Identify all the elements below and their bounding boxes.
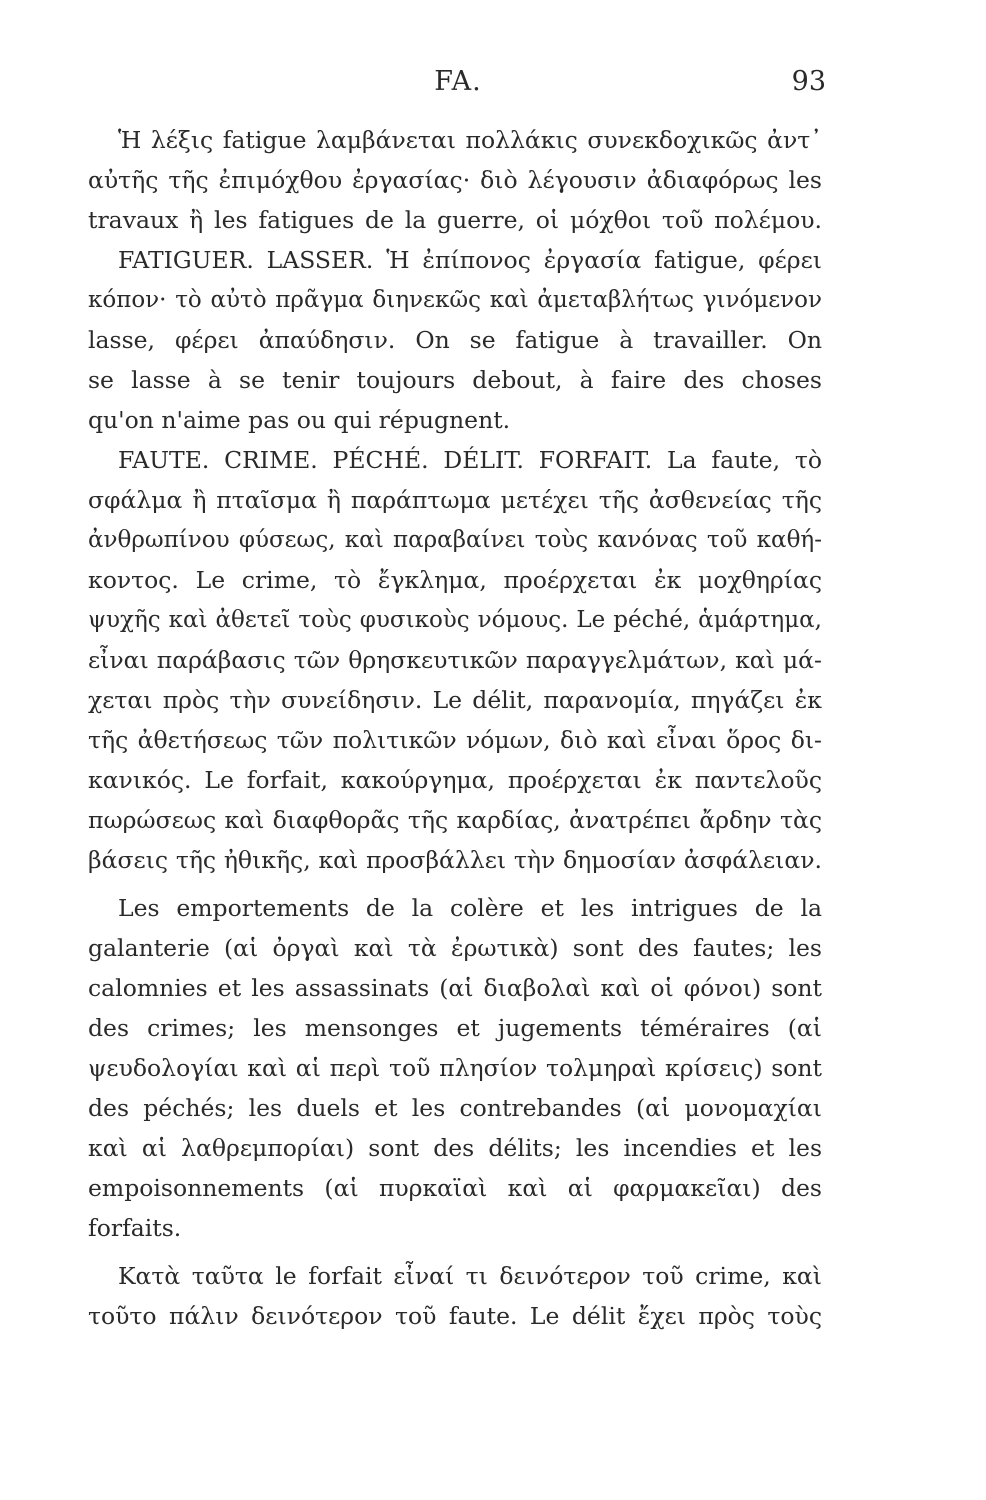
text-line: κοντος. Le crime, τὸ ἔγκλημα, προέρχεται ἐκ μοχθηρίας [88,566,822,594]
text-line: ψευδολογίαι καὶ αἱ περὶ τοῦ πλησίον τολμηραὶ κρίσεις) sont [88,1054,822,1082]
text-line: Ἡ λέξις fatigue λαμβάνεται πολλάκις συνεκδοχικῶς ἀντ᾽ [118,126,822,154]
text-line: des crimes; les mensonges et jugements téméraires (αἱ [88,1014,822,1042]
text-line: FATIGUER. LASSER. Ἡ ἐπίπονος ἐργασία fatigue, φέρει [118,246,822,274]
text-line: Les emportements de la colère et les intrigues de la [118,894,822,922]
text-line: FAUTE. CRIME. PÉCHÉ. DÉLIT. FORFAIT. La faute, τὸ [118,446,822,474]
text-line: ἀνθρωπίνου φύσεως, καὶ παραβαίνει τοὺς κανόνας τοῦ καθή- [88,527,822,553]
body-text [88,120,822,1336]
text-line: ψυχῆς καὶ ἀθετεῖ τοὺς φυσικοὺς νόμους. Le péché, ἁμάρτημα, [88,607,822,633]
page-number: 93 [791,66,826,97]
text-line: σφάλμα ἢ πταῖσμα ἢ παράπτωμα μετέχει τῆς ἀσθενείας τῆς [88,486,822,514]
text-line: βάσεις τῆς ἠθικῆς, καὶ προσβάλλει τὴν δημοσίαν ἀσφάλειαν. [88,846,822,874]
text-line: qu'on n'aime pas ou qui répugnent. [88,406,511,434]
text-line: εἶναι παράβασις τῶν θρησκευτικῶν παραγγελμάτων, καὶ μά- [88,646,822,674]
text-line: τῆς ἀθετήσεως τῶν πολιτικῶν νόμων, διὸ καὶ εἶναι ὅρος δι- [88,726,822,754]
text-line: empoisonnements (αἱ πυρκαϊαὶ καὶ αἱ φαρμακεῖαι) des [88,1174,822,1202]
text-line: des péchés; les duels et les contrebandes (αἱ μονομαχίαι [88,1094,822,1122]
text-line: galanterie (αἱ ὀργαὶ καὶ τὰ ἐρωτικὰ) sont des fautes; les [88,934,822,962]
text-line: κόπον· τὸ αὐτὸ πρᾶγμα διηνεκῶς καὶ ἀμεταβλήτως γινόμενον [88,287,822,313]
text-line: forfaits. [88,1214,182,1242]
text-line: καὶ αἱ λαθρεμπορίαι) sont des délits; les incendies et les [88,1134,822,1162]
text-line: travaux ἢ les fatigues de la guerre, οἱ μόχθοι τοῦ πολέμου. [88,206,822,234]
text-line: se lasse à se tenir toujours debout, à faire des choses [88,366,822,394]
text-line: Κατὰ ταῦτα le forfait εἶναί τι δεινότερον τοῦ crime, καὶ [118,1262,822,1290]
page-header [0,62,986,102]
text-line: αὐτῆς τῆς ἐπιμόχθου ἐργασίας· διὸ λέγουσιν ἀδιαφόρως les [88,166,822,194]
text-line: κανικός. Le forfait, κακούργημα, προέρχεται ἐκ παντελοῦς [88,766,822,794]
text-line: calomnies et les assassinats (αἱ διαβολαὶ καὶ οἱ φόνοι) sont [88,974,822,1002]
running-head: FA. [434,66,482,97]
text-line: lasse, φέρει ἀπαύδησιν. On se fatigue à travailler. On [88,326,822,354]
text-line: χεται πρὸς τὴν συνείδησιν. Le délit, παρανομία, πηγάζει ἐκ [88,686,822,714]
text-line: τοῦτο πάλιν δεινότερον τοῦ faute. Le délit ἔχει πρὸς τοὺς [88,1302,822,1330]
text-line: πωρώσεως καὶ διαφθορᾶς τῆς καρδίας, ἀνατρέπει ἄρδην τὰς [88,806,822,834]
